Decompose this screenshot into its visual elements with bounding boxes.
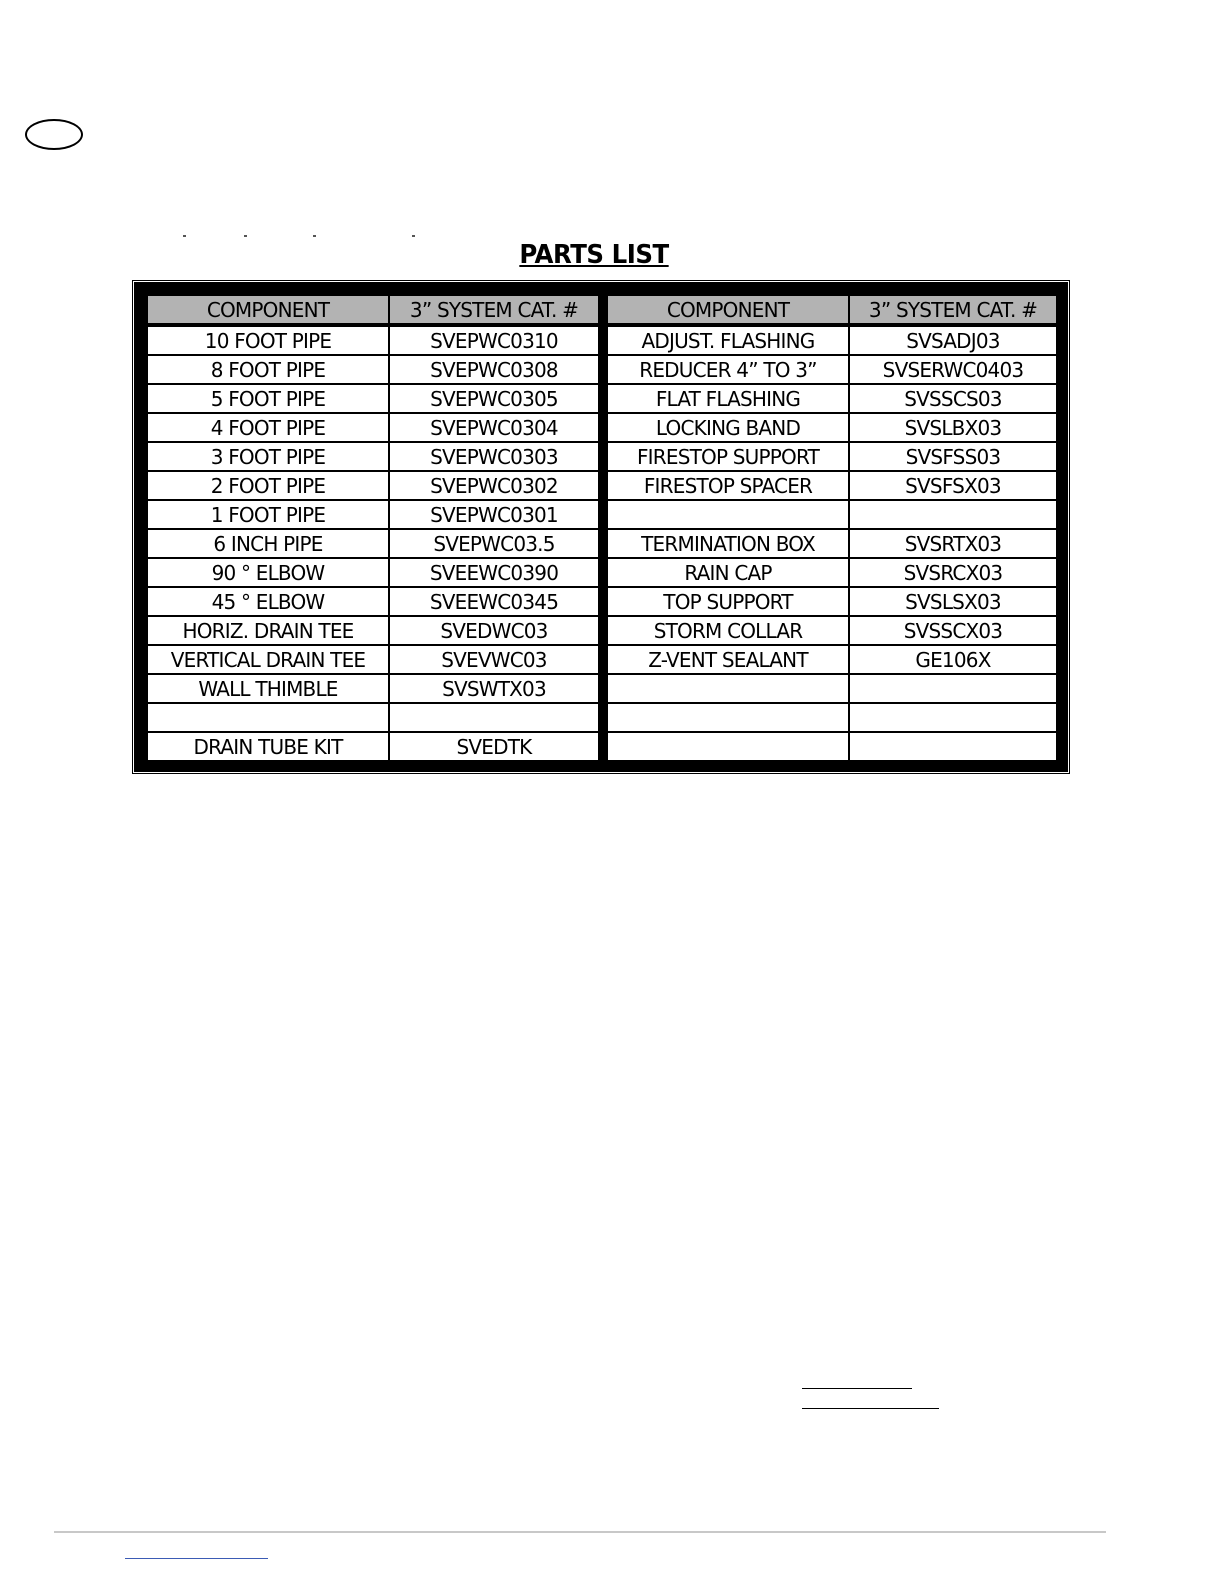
table-row: [607, 703, 1057, 732]
cat-number-cell: SVEPWC0308: [389, 355, 599, 384]
cat-number-cell: SVEVWC03: [389, 645, 599, 674]
component-cell: VERTICAL DRAIN TEE: [147, 645, 389, 674]
component-cell: 3 FOOT PIPE: [147, 442, 389, 471]
table-row: [147, 674, 599, 703]
cat-number-cell: [849, 674, 1057, 703]
footer-link-underline: [125, 1558, 268, 1559]
table-row: [607, 645, 1057, 674]
column-header-cat-number: 3” SYSTEM CAT. #: [849, 295, 1057, 325]
table-header-row: [147, 295, 599, 325]
table-row: [607, 471, 1057, 500]
component-cell: ADJUST. FLASHING: [607, 325, 849, 355]
parts-table-right: [606, 294, 1056, 760]
scan-speck: [183, 235, 186, 237]
table-row: [147, 500, 599, 529]
cat-number-cell: SVEPWC0302: [389, 471, 599, 500]
cat-number-cell: SVEEWC0390: [389, 558, 599, 587]
table-row: [147, 587, 599, 616]
parts-table-left: [146, 294, 598, 760]
component-cell: 90 ° ELBOW: [147, 558, 389, 587]
column-header-cat-number: 3” SYSTEM CAT. #: [389, 295, 599, 325]
table-row: [607, 529, 1057, 558]
column-header-component: COMPONENT: [147, 295, 389, 325]
table-row: [147, 616, 599, 645]
component-cell: RAIN CAP: [607, 558, 849, 587]
scan-speck: [244, 235, 247, 237]
component-cell: [607, 703, 849, 732]
component-cell: HORIZ. DRAIN TEE: [147, 616, 389, 645]
blank-underline: [802, 1388, 912, 1389]
table-row: [147, 703, 599, 732]
table-row: [607, 732, 1057, 761]
cat-number-cell: SVSLSX03: [849, 587, 1057, 616]
table-row: [147, 732, 599, 761]
cat-number-cell: SVSWTX03: [389, 674, 599, 703]
component-cell: 6 INCH PIPE: [147, 529, 389, 558]
table-row: [147, 325, 599, 355]
table-row: [147, 442, 599, 471]
component-cell: [147, 703, 389, 732]
cat-number-cell: GE106X: [849, 645, 1057, 674]
component-cell: LOCKING BAND: [607, 413, 849, 442]
component-cell: DRAIN TUBE KIT: [147, 732, 389, 761]
component-cell: STORM COLLAR: [607, 616, 849, 645]
cat-number-cell: SVSERWC0403: [849, 355, 1057, 384]
scan-speck: [412, 235, 415, 237]
cat-number-cell: SVEPWC03.5: [389, 529, 599, 558]
footer-divider: [54, 1531, 1106, 1533]
table-row: [607, 500, 1057, 529]
component-cell: 10 FOOT PIPE: [147, 325, 389, 355]
blank-underline: [802, 1408, 939, 1409]
cat-number-cell: SVSFSS03: [849, 442, 1057, 471]
component-cell: 4 FOOT PIPE: [147, 413, 389, 442]
page-title: PARTS LIST: [519, 240, 669, 270]
table-row: [147, 558, 599, 587]
table-row: [607, 355, 1057, 384]
component-cell: Z-VENT SEALANT: [607, 645, 849, 674]
component-cell: FLAT FLASHING: [607, 384, 849, 413]
table-row: [147, 645, 599, 674]
component-cell: REDUCER 4” TO 3”: [607, 355, 849, 384]
cat-number-cell: SVSLBX03: [849, 413, 1057, 442]
cat-number-cell: SVEDTK: [389, 732, 599, 761]
cat-number-cell: SVSADJ03: [849, 325, 1057, 355]
component-cell: [607, 674, 849, 703]
cat-number-cell: SVEPWC0310: [389, 325, 599, 355]
table-row: [607, 616, 1057, 645]
parts-list-table: [134, 282, 1068, 772]
component-cell: 5 FOOT PIPE: [147, 384, 389, 413]
cat-number-cell: SVEPWC0305: [389, 384, 599, 413]
table-row: [147, 413, 599, 442]
cat-number-cell: SVSSCX03: [849, 616, 1057, 645]
component-cell: 2 FOOT PIPE: [147, 471, 389, 500]
component-cell: TERMINATION BOX: [607, 529, 849, 558]
corner-oval-mark: [25, 119, 83, 150]
cat-number-cell: [849, 703, 1057, 732]
cat-number-cell: SVEPWC0303: [389, 442, 599, 471]
cat-number-cell: SVEPWC0301: [389, 500, 599, 529]
component-cell: 8 FOOT PIPE: [147, 355, 389, 384]
cat-number-cell: SVSRCX03: [849, 558, 1057, 587]
component-cell: [607, 500, 849, 529]
component-cell: FIRESTOP SUPPORT: [607, 442, 849, 471]
table-row: [147, 384, 599, 413]
table-row: [607, 413, 1057, 442]
table-row: [607, 384, 1057, 413]
cat-number-cell: SVEPWC0304: [389, 413, 599, 442]
table-row: [607, 442, 1057, 471]
component-cell: TOP SUPPORT: [607, 587, 849, 616]
component-cell: 45 ° ELBOW: [147, 587, 389, 616]
cat-number-cell: SVSFSX03: [849, 471, 1057, 500]
table-header-row: [607, 295, 1057, 325]
table-row: [607, 674, 1057, 703]
table-row: [147, 471, 599, 500]
cat-number-cell: SVSRTX03: [849, 529, 1057, 558]
cat-number-cell: SVSSCS03: [849, 384, 1057, 413]
table-row: [147, 529, 599, 558]
cat-number-cell: [849, 500, 1057, 529]
cat-number-cell: SVEDWC03: [389, 616, 599, 645]
table-row: [607, 558, 1057, 587]
component-cell: 1 FOOT PIPE: [147, 500, 389, 529]
table-row: [147, 355, 599, 384]
scan-speck: [313, 235, 316, 237]
component-cell: [607, 732, 849, 761]
component-cell: FIRESTOP SPACER: [607, 471, 849, 500]
cat-number-cell: [389, 703, 599, 732]
cat-number-cell: SVEEWC0345: [389, 587, 599, 616]
column-header-component: COMPONENT: [607, 295, 849, 325]
table-row: [607, 325, 1057, 355]
table-row: [607, 587, 1057, 616]
cat-number-cell: [849, 732, 1057, 761]
component-cell: WALL THIMBLE: [147, 674, 389, 703]
